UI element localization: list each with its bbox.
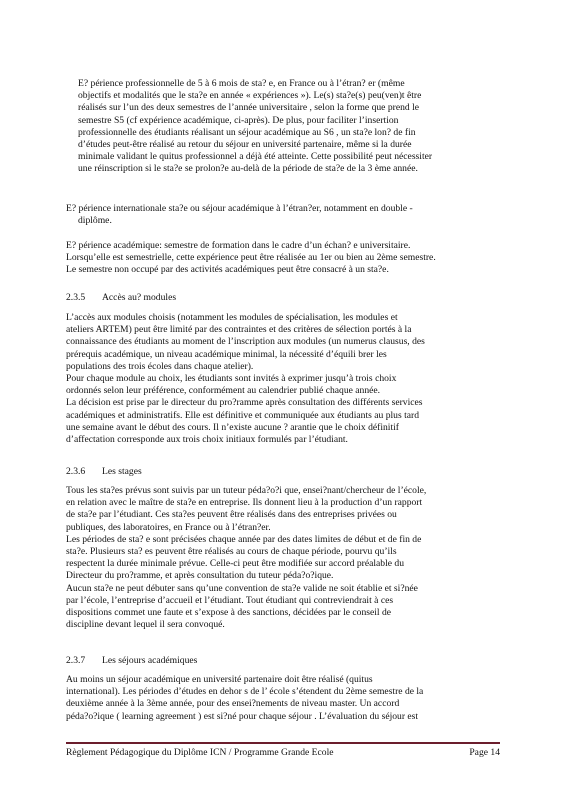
text-line: une semaine avant le début des cours. Il n’existe aucune ? arantie que le choix définitif <box>66 421 399 433</box>
paragraph-experience-professionnelle <box>66 78 512 176</box>
text-line: minimale validant le quitus professionnel a déjà été atteinte. Cette possibilité peut nécessiter <box>78 151 433 163</box>
text-line: connaissance des étudiants au moment de l’inscription aux modules (un numerus clausus, des <box>66 336 425 348</box>
footer-title: Règlement Pédagogique du Diplôme ICN / Programme Grande Ecole <box>66 747 334 758</box>
text-line: professionnelle des étudiants réalisant un séjour académique au S6 , un sta?e lon? de fin <box>78 126 416 138</box>
paragraph-experience-academique <box>66 240 500 277</box>
text-line: publiques, des laboratoires, en France ou à l’étran?er. <box>66 521 271 533</box>
text-line: réalisés sur l’un des deux semestres de l’année universitaire , selon la forme que prend le <box>78 102 419 114</box>
section-number: 2.3.5 <box>66 292 86 303</box>
page-number: Page 14 <box>469 747 500 758</box>
text-line: E? périence internationale sta?e ou séjour académique à l’étran?er, notamment en double - <box>66 203 413 214</box>
footer-divider <box>66 742 500 744</box>
text-line: Aucun sta?e ne peut débuter sans qu’une convention de sta?e valide ne soit établie et si?née <box>66 582 418 594</box>
section-title: Les stages <box>102 466 142 477</box>
text-line: E? périence professionnelle de 5 à 6 mois de sta? e, en France ou à l’étran? er (même <box>78 78 405 89</box>
text-line: semestre S5 (cf expérience académique, ci-après). De plus, pour faciliter l’insertion <box>78 114 399 126</box>
text-line: en relation avec le maître de sta?e en entreprise. Ils donnent lieu à la production d’un rapport <box>66 497 423 509</box>
paragraph-sejours-academiques <box>66 674 500 723</box>
text-line: Pour chaque module au choix, les étudiants sont invités à exprimer jusqu’à trois choix <box>66 373 397 385</box>
page-footer <box>66 747 500 758</box>
text-line: prérequis académique, un niveau académique minimal, la nécessité d’équili brer les <box>66 348 387 360</box>
text-line: deuxième année à la 3ème année, pour des ensei?nements de niveau master. Un accord <box>66 698 400 710</box>
text-line: Tous les sta?es prévus sont suivis par un tuteur péda?o?i que, ensei?nant/chercheur de l’école, <box>66 485 427 496</box>
text-line: par l’école, l’entreprise d’accueil et l’étudiant. Tout étudiant qui contreviendrait à ces <box>66 594 394 606</box>
text-line: Directeur du pro?ramme, et après consultation du tuteur péda?o?ique. <box>66 570 334 582</box>
paragraph-stages <box>66 485 500 631</box>
text-line: de sta?e par l’étudiant. Ces sta?es peuvent être réalisés dans des entreprises privées ou <box>66 509 397 521</box>
text-line: ateliers ARTEM) peut être limité par des contraintes et des critères de sélection portés à la <box>66 324 412 336</box>
section-title: Les séjours académiques <box>102 655 198 666</box>
text-line: objectifs et modalités que le sta?e en année « expériences »). Le(s) sta?e(s) peu(ven)t être <box>78 90 422 102</box>
section-heading-2-3-5 <box>66 292 176 303</box>
text-line: discipline devant lequel il sera convoqué. <box>66 619 225 631</box>
text-line: L’accès aux modules choisis (notamment les modules de spécialisation, les modules et <box>66 312 398 323</box>
text-line: Les périodes de sta? e sont précisées chaque année par des dates limites de début et de fin de <box>66 533 422 545</box>
section-heading-2-3-6 <box>66 466 142 477</box>
text-line: péda?o?ique ( learning agreement ) est si?né pour chaque séjour . L’évaluation du séjour est <box>66 710 419 722</box>
section-number: 2.3.6 <box>66 466 86 477</box>
text-line: académiques et administratifs. Elle est définitive et communiquée aux étudiants au plus tard <box>66 409 419 421</box>
text-line: international). Les périodes d’études en dehor s de l’ école s’étendent du 2ème semestre de la <box>66 686 424 698</box>
section-heading-2-3-7 <box>66 655 197 666</box>
text-line: E? périence académique: semestre de formation dans le cadre d’un échan? e universitaire. <box>66 240 411 251</box>
text-line: Lorsqu’elle est semestrielle, cette expérience peut être réalisée au 1er ou bien au 2ème semestre. <box>66 252 436 264</box>
paragraph-experience-internationale <box>66 203 500 227</box>
text-line: d’affectation corresponde aux trois choix initiaux formulés par l’étudiant. <box>66 434 348 446</box>
text-line: ordonnés selon leur préférence, conformément au calendrier publié chaque année. <box>66 385 381 397</box>
text-line: d’études peut-être réalisé au retour du séjour en université partenaire, même si la durée <box>78 139 412 151</box>
text-line: Le semestre non occupé par des activités académiques peut être consacré à un sta?e. <box>66 264 389 276</box>
text-line: Au moins un séjour académique en université partenaire doit être réalisé (quitus <box>66 674 373 685</box>
text-line: diplôme. <box>78 215 112 227</box>
paragraph-acces-modules <box>66 312 500 446</box>
text-line: dispositions commet une faute et s’expose à des sanctions, décidées par le conseil de <box>66 607 392 619</box>
text-line: respectent la durée minimale prévue. Celle-ci peut être modifiée sur accord préalable du <box>66 558 405 570</box>
section-number: 2.3.7 <box>66 655 86 666</box>
text-line: une réinscription si le sta?e se prolon?e au-delà de la période de sta?e de la 3 ème année. <box>78 163 418 175</box>
text-line: populations des trois écoles dans chaque atelier). <box>66 360 254 372</box>
text-line: sta?e. Plusieurs sta? es peuvent être réalisés au cours de chaque période, pourvu qu’ils <box>66 546 397 558</box>
text-line: La décision est prise par le directeur du pro?ramme après consultation des différents services <box>66 397 423 409</box>
section-title: Accès au? modules <box>102 292 177 303</box>
